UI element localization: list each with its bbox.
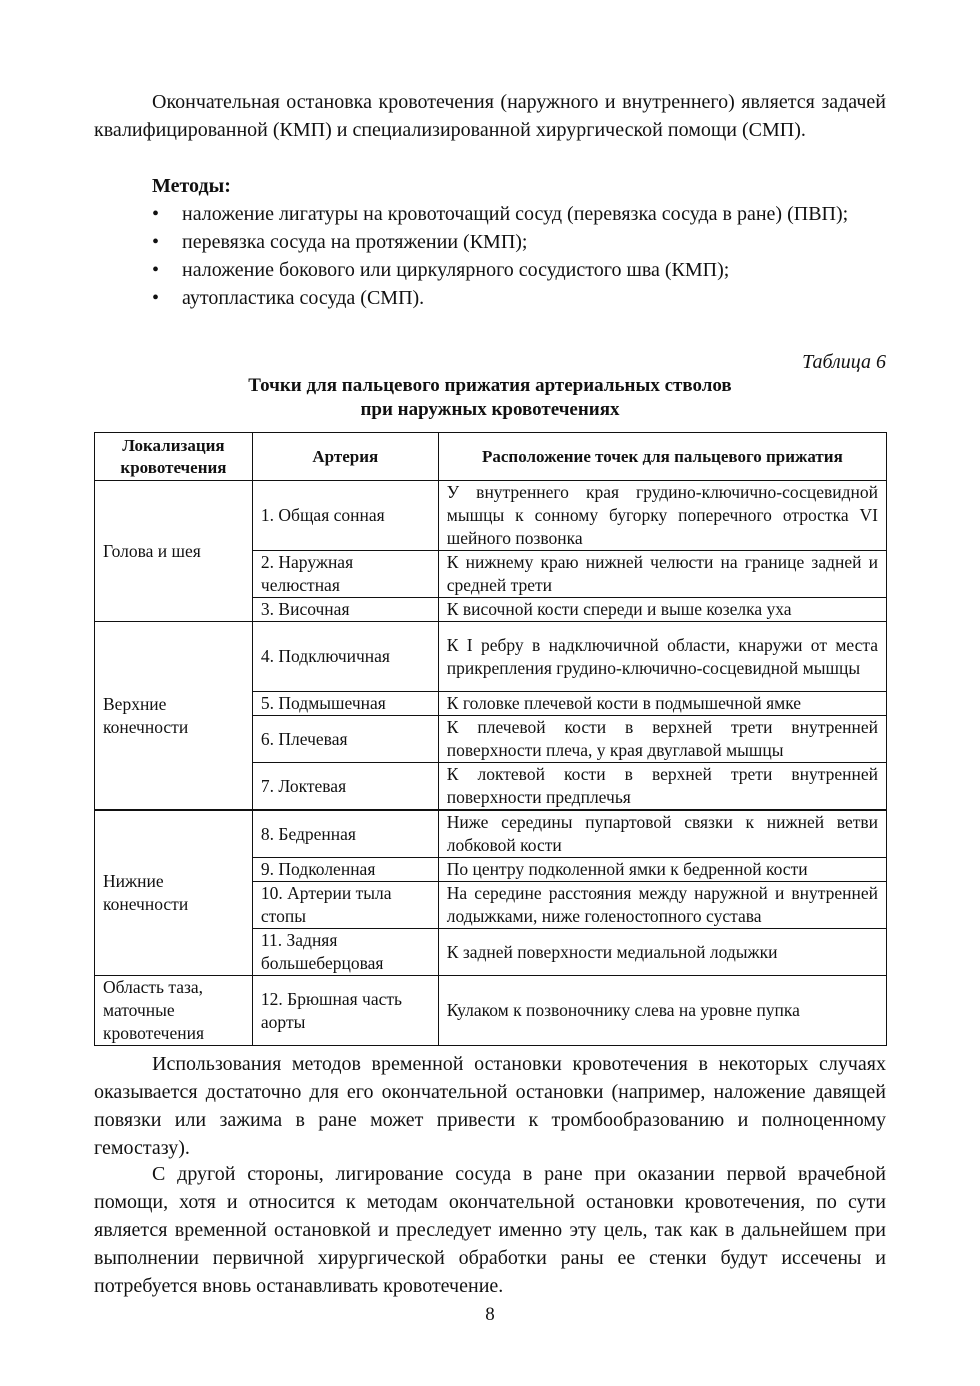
table-row: [95, 622, 887, 692]
header-cell: Локализация кровотечения: [95, 433, 253, 481]
table-title-line: при наружных кровотечениях: [360, 399, 620, 420]
table-row: [95, 810, 887, 858]
paragraph: С другой стороны, лигирование сосуда в ране при оказании первой врачебной помощи, хотя и относится к методам окончательной остановки кровотечения, по сути является временной остановкой и преследует именно эту цель, так как в дальнейшем при выполнении первичной хирургической обработки раны ее стенки будут иссечены и потребуется вновь останавливать кровотечение.: [94, 1163, 886, 1297]
artery-cell: 6. Плечевая: [252, 716, 438, 763]
region-cell: Область таза, маточные кровотечения: [95, 976, 253, 1046]
artery-cell: 11. Задняя большеберцовая: [252, 929, 438, 976]
method-item: • перевязка сосуда на протяжении (КМП);: [94, 228, 886, 256]
point-cell: К височной кости спереди и выше козелка уха: [438, 598, 886, 622]
point-cell: У внутреннего края грудино-ключично-сосцевидной мышцы к сонному бугорку поперечного отростка VI шейного позвонка: [438, 481, 886, 551]
point-cell: На середине расстояния между наружной и внутренней лодыжками, ниже голеностопного сустава: [438, 882, 886, 929]
region-cell: Нижние конечности: [95, 810, 253, 976]
table-caption: Таблица 6: [802, 351, 886, 373]
point-cell: К головке плечевой кости в подмышечной ямке: [438, 692, 886, 716]
point-cell: К I ребру в надключичной области, кнаружи от места прикрепления грудино-ключично-сосцевидной мышцы: [438, 622, 886, 692]
artery-cell: 8. Бедренная: [252, 810, 438, 858]
point-cell: Ниже середины пупартовой связки к нижней ветви лобковой кости: [438, 810, 886, 858]
paragraph: Использования методов временной остановки кровотечения в некоторых случаях оказывается достаточно для его окончательной остановки (например, наложение давящей повязки или зажима в ране может привести к тромбообразованию и полноценному гемостазу).: [94, 1053, 886, 1159]
artery-cell: 4. Подключичная: [252, 622, 438, 692]
artery-cell: 7. Локтевая: [252, 763, 438, 811]
artery-cell: 10. Артерии тыла стопы: [252, 882, 438, 929]
artery-cell: 5. Подмышечная: [252, 692, 438, 716]
region-cell: Верхние конечности: [95, 622, 253, 811]
artery-cell: 3. Височная: [252, 598, 438, 622]
method-item: • наложение бокового или циркулярного сосудистого шва (КМП);: [94, 256, 886, 284]
point-cell: К задней поверхности медиальной лодыжки: [438, 929, 886, 976]
table-header-row: [95, 433, 887, 481]
point-cell: Кулаком к позвоночнику слева на уровне пупка: [438, 976, 886, 1046]
header-cell: Артерия: [252, 433, 438, 481]
point-cell: К плечевой кости в верхней трети внутренней поверхности плеча, у края двуглавой мышцы: [438, 716, 886, 763]
header-cell: Расположение точек для пальцевого прижатия: [438, 433, 886, 481]
table-title-line: Точки для пальцевого прижатия артериальных стволов: [248, 375, 732, 396]
point-cell: К локтевой кости в верхней трети внутренней поверхности предплечья: [438, 763, 886, 811]
table-title: [94, 374, 886, 422]
point-cell: По центру подколенной ямки к бедренной кости: [438, 858, 886, 882]
table-row: [95, 481, 887, 551]
artery-cell: 9. Подколенная: [252, 858, 438, 882]
methods-heading: Методы:: [152, 175, 231, 197]
artery-cell: 2. Наружная челюстная: [252, 551, 438, 598]
intro-paragraph: Окончательная остановка кровотечения (наружного и внутреннего) является задачей квалифицированной (КМП) и специализированной хирургической помощи (СМП).: [94, 91, 886, 141]
region-cell: Голова и шея: [95, 481, 253, 622]
method-item: • наложение лигатуры на кровоточащий сосуд (перевязка сосуда в ране) (ПВП);: [94, 200, 886, 228]
artery-cell: 12. Брюшная часть аорты: [252, 976, 438, 1046]
table-row: [95, 976, 887, 1046]
point-cell: К нижнему краю нижней челюсти на границе задней и средней трети: [438, 551, 886, 598]
page-number: 8: [485, 1304, 495, 1325]
methods-list: [94, 200, 886, 312]
pressure-points-table: [94, 432, 887, 1046]
method-item: • аутопластика сосуда (СМП).: [94, 284, 886, 312]
artery-cell: 1. Общая сонная: [252, 481, 438, 551]
